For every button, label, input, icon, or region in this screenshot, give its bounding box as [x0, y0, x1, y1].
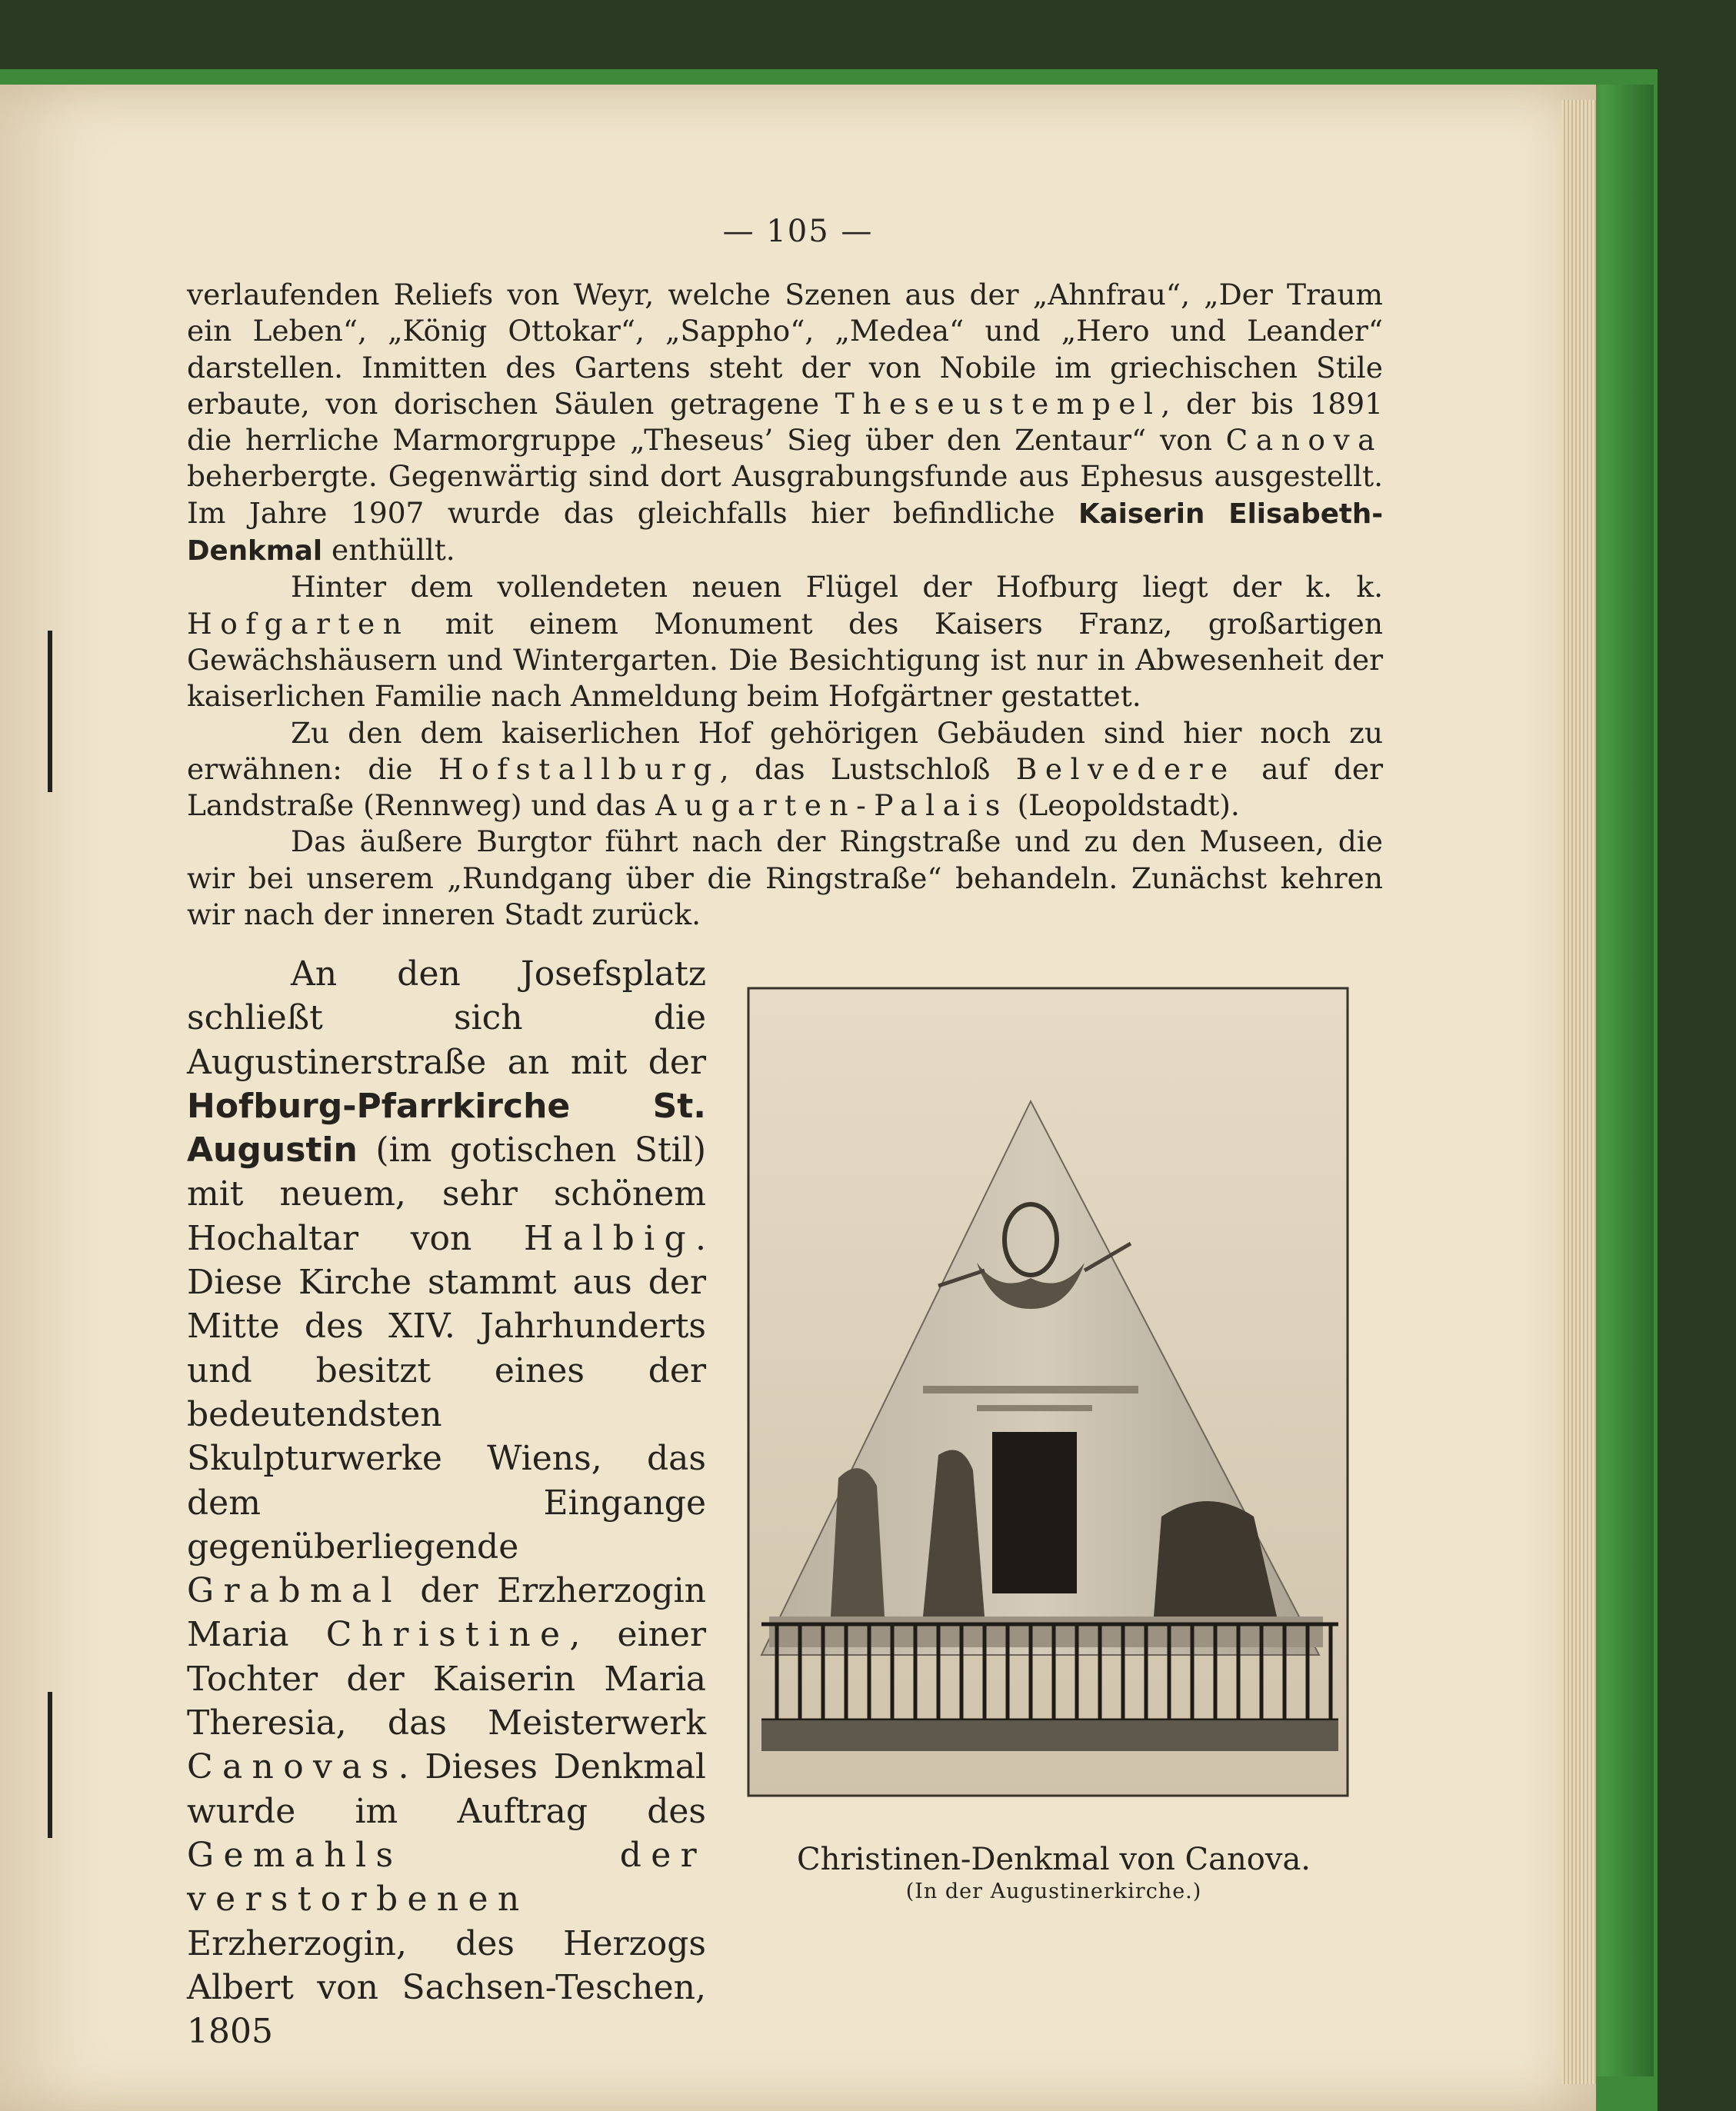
figure-caption [761, 1841, 1346, 1906]
spaced-term: Gemahls der verstorbenen [187, 1835, 706, 1920]
spaced-term: Belvedere [1015, 751, 1236, 786]
main-text [187, 277, 1383, 933]
tomb-entrance [992, 1432, 1077, 1593]
spaced-term: Christine [325, 1615, 570, 1655]
paragraph: verlaufenden Reliefs von Weyr, welche Szenen aus der „Ahnfrau“, „Der Traum ein Leben“, „König Ottokar“, „Sappho“, „Medea“ und „Hero und Leander“ darstellen. Inmitten des Gartens steht der von Nobile im griechischen Stile erbaute, von dorischen Säulen getragene Theseustempel, der bis 1891 die herrliche Marmorgruppe „Theseus’ Sieg über den Zentaur“ von Canova beherbergte. Gegenwärtig sind dort Ausgrabungsfunde aus Ephesus ausgestellt. Im Jahre 1907 wurde das gleichfalls hier befindliche Kaiserin Elisabeth-Denkmal enthüllt. [187, 278, 1384, 568]
caption-title: Christinen-Denkmal von Canova. [796, 1842, 1311, 1877]
bold-term: Hofburg-Pfarrkirche St. Augustin [187, 1086, 706, 1170]
paragraph: Zu den dem kaiserlichen Hof gehörigen Gebäuden sind hier noch zu erwähnen: die Hofstallburg, das Lustschloß Belvedere auf der Landstraße (Rennweg) und das Augarten-Palais (Leopoldstadt). [187, 715, 1383, 823]
monument-engraving [746, 986, 1350, 1801]
spaced-term: Canovas [187, 1747, 398, 1787]
page-edges [1561, 100, 1596, 2084]
binding-thread-mark [48, 1692, 52, 1838]
monument-illustration [746, 986, 1350, 1801]
column-text [187, 952, 706, 2053]
spaced-term: Hofgarten [187, 606, 410, 641]
paragraph: An den Josefsplatz schließt sich die Augustinerstraße an mit der Hofburg-Pfarrkirche St. Augustin (im gotischen Stil) mit neuem, sehr schönem Hochaltar von Halbig. Diese Kirche stammt aus der Mitte des XIV. Jahrhunderts und besitzt eines der bedeutendsten Skulpturwerke Wiens, das dem Eingange gegenüberliegende Grabmal der Erzherzogin Maria Christine, einer Tochter der Kaiserin Maria Theresia, das Meisterwerk Canovas. Dieses Denkmal wurde im Auftrag des Gemahls der verstorbenen Erzherzogin, des Herzogs Albert von Sachsen-Teschen, 1805 [187, 954, 706, 2052]
binding-thread-mark [48, 631, 52, 792]
paragraph: Hinter dem vollendeten neuen Flügel der Hofburg liegt der k. k. Hofgarten mit einem Monument des Kaisers Franz, großartigen Gewächshäusern und Wintergarten. Die Besichtigung ist nur in Abwesenheit der kaiserlichen Familie nach Anmeldung beim Hofgärtner gestattet. [187, 570, 1383, 714]
paragraph: Das äußere Burgtor führt nach der Ringstraße und zu den Museen, die wir bei unserem „Rundgang über die Ringstraße“ behandeln. Zunächst kehren wir nach der inneren Stadt zurück. [187, 824, 1383, 932]
mourning-figure [831, 1468, 885, 1617]
spaced-term: Halbig [523, 1218, 695, 1258]
inscription-line [923, 1386, 1138, 1393]
spaced-term: Grabmal [187, 1571, 402, 1611]
spaced-term: Canova [1225, 423, 1383, 458]
spaced-term: Augarten-Palais [655, 788, 1008, 823]
fence-base [761, 1720, 1338, 1751]
spaced-term: Theseustempel [835, 386, 1161, 421]
page-number: — 105 — [722, 214, 874, 249]
inscription-line [977, 1405, 1092, 1411]
caption-location: (In der Augustinerkirche.) [905, 1880, 1202, 1903]
spaced-term: Hofstallburg [438, 751, 720, 786]
bold-term: Kaiserin Elisabeth-Denkmal [187, 498, 1383, 568]
